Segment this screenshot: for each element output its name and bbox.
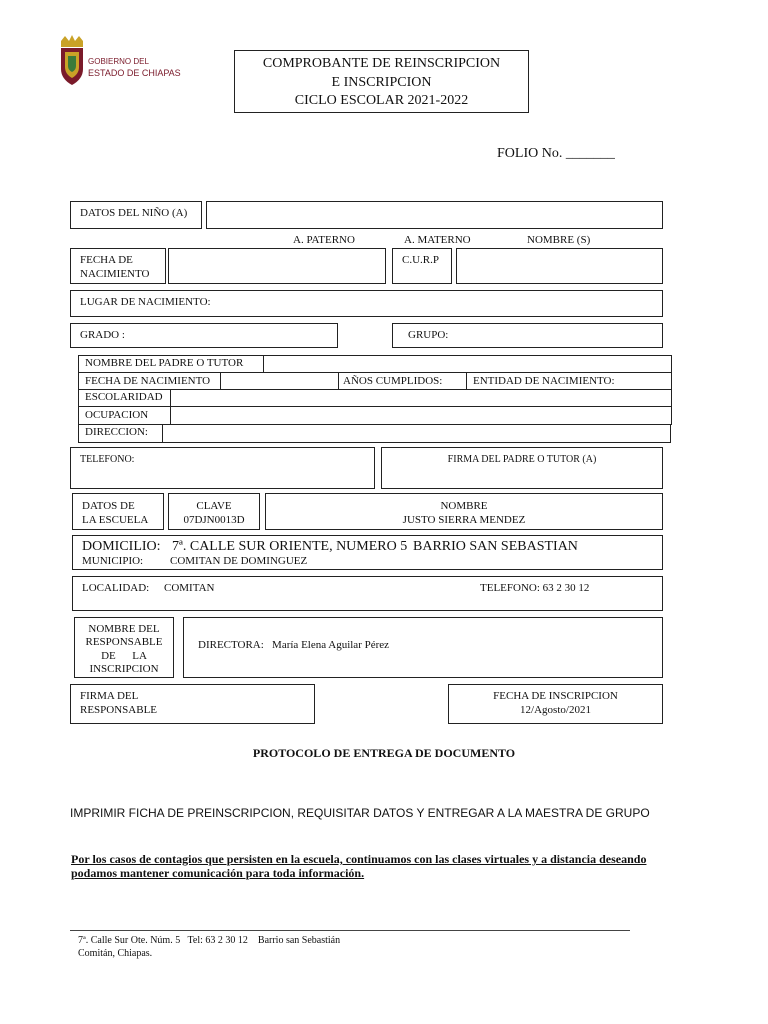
padre-nombre-label: NOMBRE DEL PADRE O TUTOR [85, 357, 244, 369]
child-label: DATOS DEL NIÑO (A) [80, 207, 188, 219]
logo-line-1: GOBIERNO DEL [88, 57, 149, 66]
col-divider [263, 355, 264, 372]
padre-entidad-label: ENTIDAD DE NACIMIENTO: [473, 375, 615, 387]
grupo-label: GRUPO: [408, 329, 449, 341]
responsable-value: DIRECTORA: María Elena Aguilar Pérez [198, 639, 390, 651]
footer-rule [70, 930, 630, 931]
col-divider [220, 372, 221, 389]
padre-fecha-label: FECHA DE NACIMIENTO [85, 375, 211, 387]
padre-ocupacion-label: OCUPACION [85, 409, 149, 421]
direccion-field[interactable] [78, 424, 671, 443]
school-name-label: NOMBRE [440, 500, 488, 512]
localidad-label: LOCALIDAD: [82, 582, 150, 594]
clave-value: 07DJN0013D [183, 514, 245, 526]
school-label-2: LA ESCUELA [82, 514, 149, 526]
title-line-2: E INSCRIPCION [331, 75, 432, 90]
padre-anios-label: AÑOS CUMPLIDOS: [343, 375, 443, 387]
clave-label: CLAVE [196, 500, 232, 512]
school-name-value: JUSTO SIERRA MENDEZ [402, 514, 526, 526]
logo-line-2: ESTADO DE CHIAPAS [88, 68, 181, 78]
fecha-nacimiento-label-1: FECHA DE [80, 254, 133, 266]
lugar-nacimiento-label: LUGAR DE NACIMIENTO: [80, 296, 211, 308]
crest-icon [58, 35, 86, 87]
fecha-inscripcion-value: 12/Agosto/2021 [520, 704, 591, 716]
col-divider [466, 372, 467, 389]
row-divider [78, 372, 672, 373]
col-divider [162, 424, 163, 443]
municipio-value: COMITAN DE DOMINGUEZ [170, 555, 308, 567]
responsable-label-4: INSCRIPCION [89, 663, 159, 675]
title-line-1: COMPROBANTE DE REINSCRIPCION [262, 56, 501, 71]
school-label-1: DATOS DE [82, 500, 135, 512]
nombres-caption: NOMBRE (S) [527, 234, 591, 246]
domicilio-value: 7ª. CALLE SUR ORIENTE, NUMERO 5 [172, 539, 408, 554]
localidad-value: COMITAN [164, 582, 215, 594]
col-divider [338, 372, 339, 389]
padre-escolaridad-label: ESCOLARIDAD [85, 391, 163, 403]
curp-field[interactable] [456, 248, 663, 284]
domicilio-label: DOMICILIO: [82, 539, 161, 554]
firma-responsable-label-1: FIRMA DEL [80, 690, 139, 702]
fecha-nacimiento-field[interactable] [168, 248, 386, 284]
fecha-inscripcion-label: FECHA DE INSCRIPCION [493, 690, 618, 702]
padre-direccion-label: DIRECCION: [85, 426, 148, 438]
responsable-label-3: DE LA [101, 650, 147, 662]
aviso-line-1: Por los casos de contagios que persisten en la escuela, continuamos con las clases virtuales y a distancia deseando [71, 852, 647, 866]
title-line-3: CICLO ESCOLAR 2021-2022 [294, 93, 469, 108]
aviso-line-2: podamos mantener comunicación para toda información. [71, 866, 365, 880]
amaterno-caption: A. MATERNO [404, 234, 471, 246]
school-telefono: TELEFONO: 63 2 30 12 [480, 582, 590, 594]
folio-number: FOLIO No. _______ [497, 146, 615, 161]
firma-responsable-label-2: RESPONSABLE [80, 704, 158, 716]
footer-address: 7ª. Calle Sur Ote. Núm. 5 Tel: 63 2 30 12 Barrio san Sebastián [78, 935, 341, 946]
child-name-field[interactable] [206, 201, 663, 229]
responsable-label-2: RESPONSABLE [85, 636, 163, 648]
fecha-nacimiento-label-2: NACIMIENTO [80, 268, 150, 280]
chiapas-logo [58, 35, 181, 87]
col-divider [170, 389, 171, 425]
row-divider [78, 406, 672, 407]
protocolo-heading: PROTOCOLO DE ENTREGA DE DOCUMENTO [252, 746, 516, 760]
responsable-label-1: NOMBRE DEL [88, 623, 160, 635]
instruccion-text: IMPRIMIR FICHA DE PREINSCRIPCION, REQUISITAR DATOS Y ENTREGAR A LA MAESTRA DE GRUPO [70, 806, 650, 820]
footer-city: Comitán, Chiapas. [78, 948, 153, 959]
grado-label: GRADO : [80, 329, 125, 341]
barrio-value: BARRIO SAN SEBASTIAN [413, 539, 578, 554]
apaterno-caption: A. PATERNO [293, 234, 355, 246]
curp-label: C.U.R.P [402, 254, 439, 266]
telefono-label: TELEFONO: [80, 454, 135, 465]
firma-padre-label: FIRMA DEL PADRE O TUTOR (A) [447, 454, 597, 465]
row-divider [78, 389, 672, 390]
municipio-label: MUNICIPIO: [82, 555, 144, 567]
